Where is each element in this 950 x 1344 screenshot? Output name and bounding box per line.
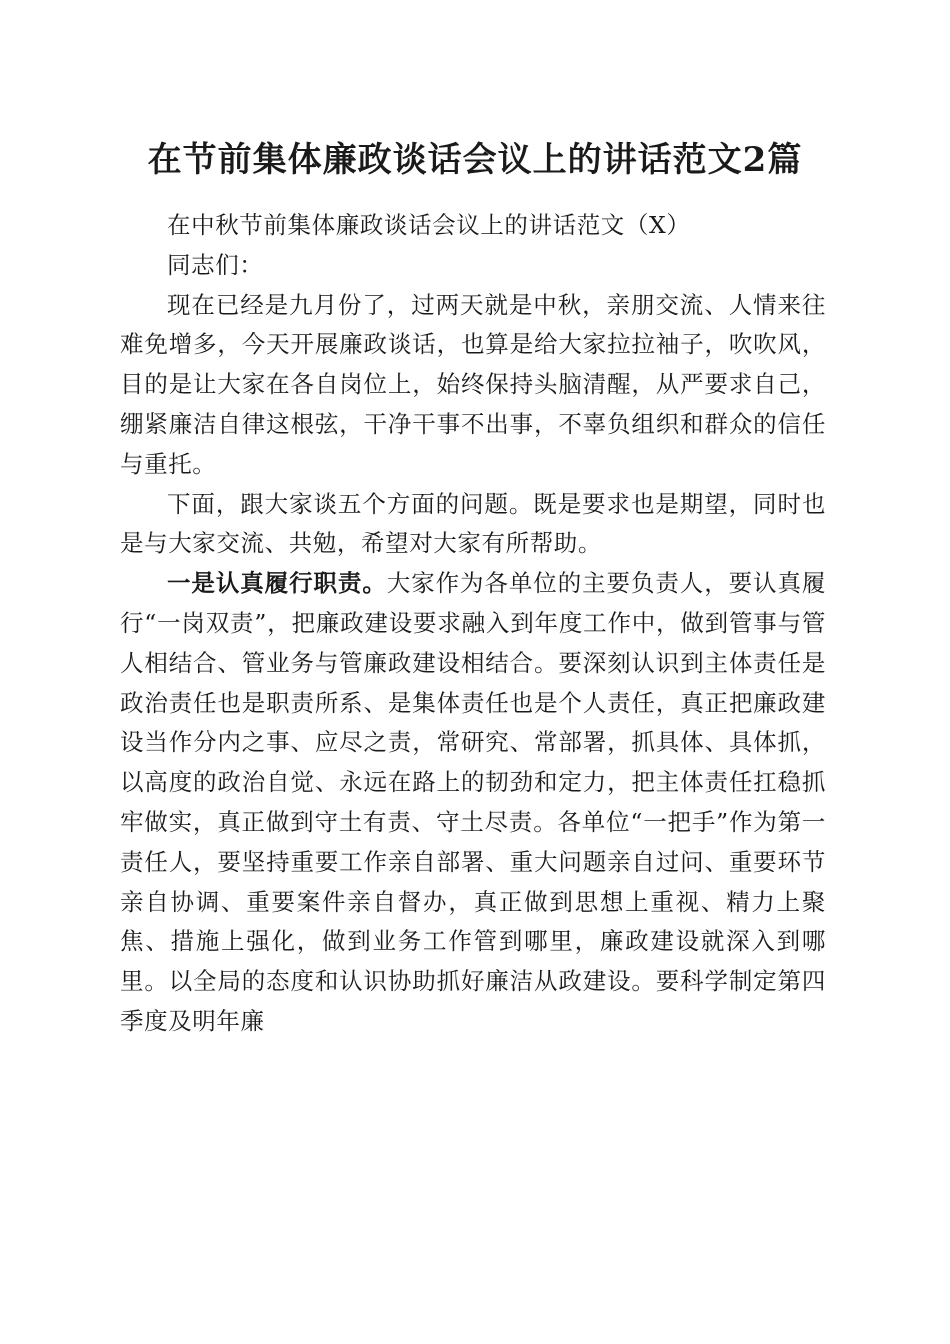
paragraph-2: 下面，跟大家谈五个方面的问题。既是要求也是期望，同时也是与大家交流、共勉，希望对大家有所帮助。 — [120, 489, 826, 558]
paragraph-1: 现在已经是九月份了，过两天就是中秋，亲朋交流、人情来往难免增多，今天开展廉政谈话，也算是给大家拉拉袖子，吹吹风，目的是让大家在各自岗位上，始终保持头脑清醒，从严要求自己，绷紧廉洁自律这根弦，干净干事不出事，不辜负组织和群众的信任与重托。 — [120, 290, 826, 478]
subtitle-line: 在中秋节前集体廉政谈话会议上的讲话范文（X） — [167, 211, 691, 239]
paragraph-3 — [120, 564, 826, 1042]
paragraph-3-text: 大家作为各单位的主要负责人，要认真履行“一岗双责”，把廉政建设要求融入到年度工作中，做到管事与管人相结合、管业务与管廉政建设相结合。要深刻认识到主体责任是政治责任也是职责所系、是集体责任也是个人责任，真正把廉政建设当作分内之事、应尽之责，常研究、常部署，抓具体、具体抓，以高度的政治自觉、永远在路上的韧劲和定力，把主体责任扛稳抓牢做实，真正做到守土有责、守土尽责。各单位“一把手”作为第一责任人，要坚持重要工作亲自部署、重大问题亲自过问、重要环节亲自协调、重要案件亲自督办，真正做到思想上重视、精力上聚焦、措施上强化，做到业务工作管到哪里，廉政建设就深入到哪里。以全局的态度和认识协助抓好廉洁从政建设。要科学制定第四季度及明年廉 — [120, 569, 826, 1035]
paragraph-3-lead: 一是认真履行职责。 — [167, 569, 387, 598]
document-body — [120, 206, 826, 1042]
salutation: 同志们： — [167, 250, 264, 279]
document-title: 在节前集体廉政谈话会议上的讲话范文2篇 — [147, 140, 803, 180]
